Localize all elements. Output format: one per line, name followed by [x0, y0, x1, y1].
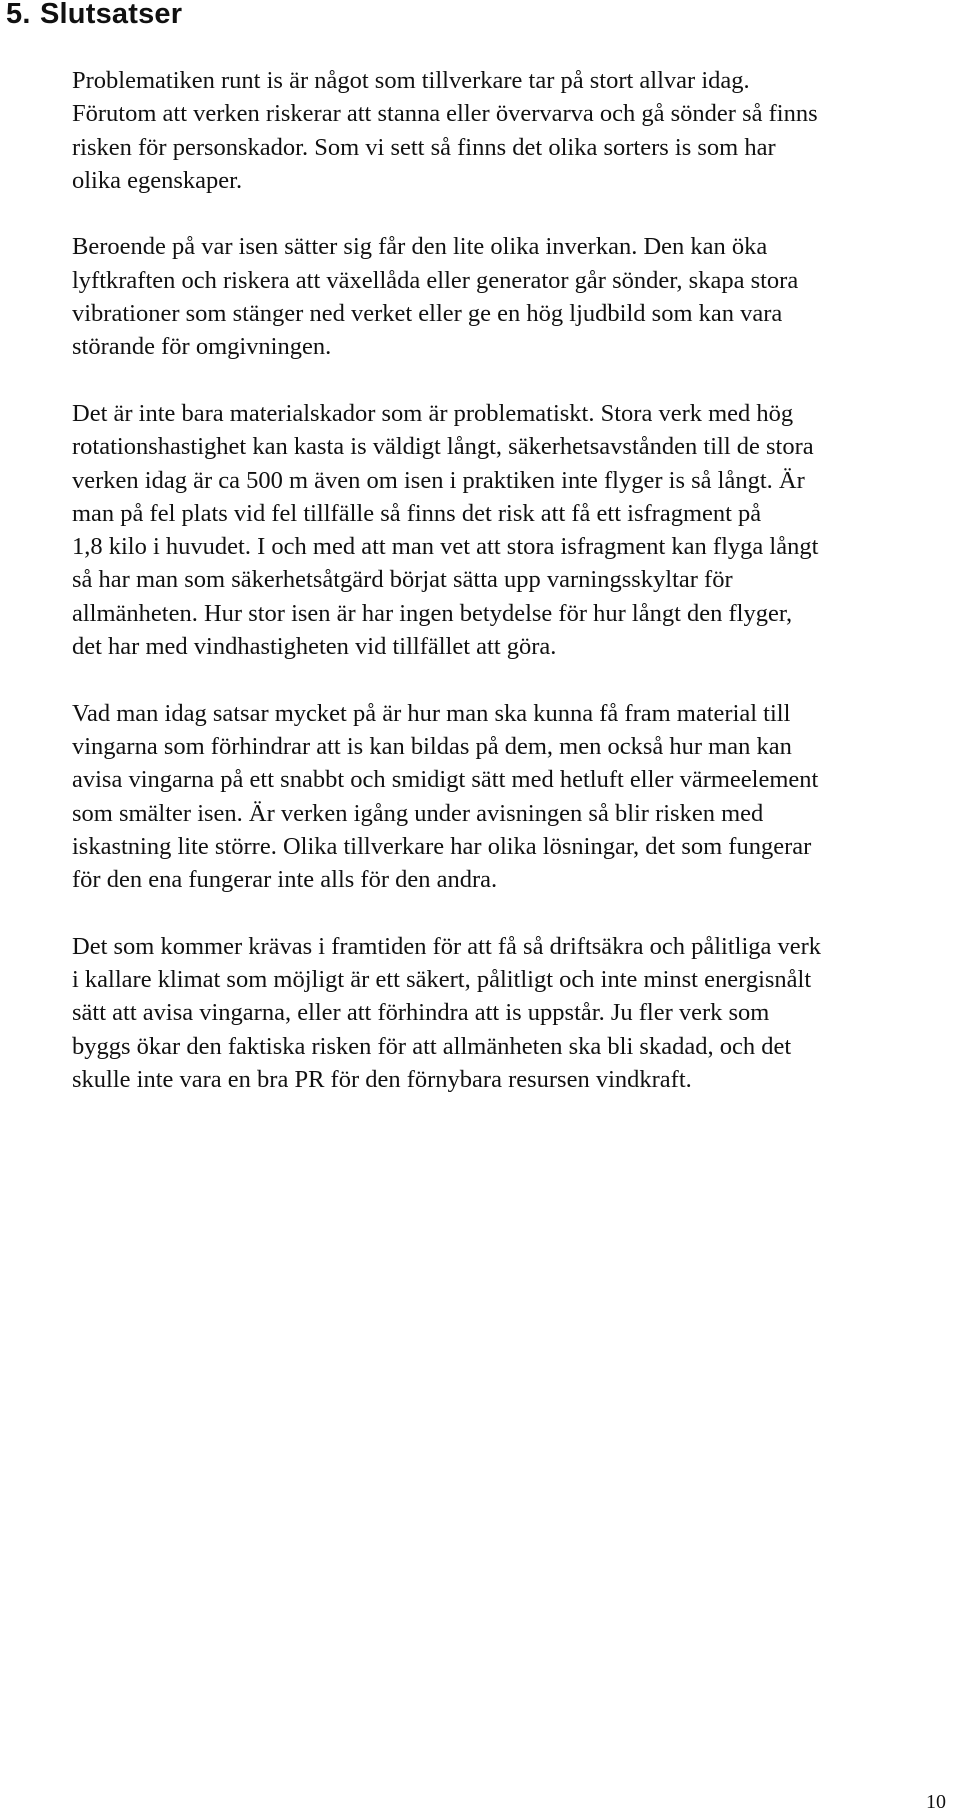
- text-line: 1,8 kilo i huvudet. I och med att man vet att stora isfragment kan flyga långt: [72, 533, 819, 561]
- paragraph: [72, 230, 952, 363]
- text-line: allmänheten. Hur stor isen är har ingen betydelse för hur långt den flyger,: [72, 599, 793, 627]
- text-line: i kallare klimat som möjligt är ett säkert, pålitligt och inte minst energisnålt: [72, 966, 812, 994]
- text-line: avisa vingarna på ett snabbt och smidigt sätt med hetluft eller värmeelement: [72, 766, 819, 794]
- text-line: vingarna som förhindrar att is kan bildas på dem, men också hur man kan: [72, 732, 792, 760]
- page-number: 10: [926, 1791, 946, 1813]
- text-line: iskastning lite större. Olika tillverkare har olika lösningar, det som fungerar: [72, 832, 812, 860]
- text-line: vibrationer som stänger ned verket eller ge en hög ljudbild som kan vara: [72, 300, 783, 328]
- text-line: så har man som säkerhetsåtgärd börjat sätta upp varningsskyltar för: [72, 566, 733, 594]
- text-line: som smälter isen. Är verken igång under avisningen så blir risken med: [72, 799, 764, 827]
- text-line: Det är inte bara materialskador som är problematiskt. Stora verk med hög: [72, 399, 794, 427]
- text-line: risken för personskador. Som vi sett så finns det olika sorters is som har: [72, 133, 776, 161]
- text-line: störande för omgivningen.: [72, 333, 332, 361]
- text-line: Beroende på var isen sätter sig får den lite olika inverkan. Den kan öka: [72, 233, 768, 261]
- text-line: Vad man idag satsar mycket på är hur man ska kunna få fram material till: [72, 699, 791, 727]
- text-line: man på fel plats vid fel tillfälle så finns det risk att få ett isfragment på: [72, 499, 762, 527]
- text-line: skulle inte vara en bra PR för den förnybara resursen vindkraft.: [72, 1065, 692, 1093]
- paragraph: [72, 397, 952, 663]
- section-title: Slutsatser: [40, 0, 183, 30]
- section-heading: [6, 0, 182, 34]
- body-text: [72, 64, 952, 1130]
- text-line: Problematiken runt is är något som tillverkare tar på stort allvar idag.: [72, 67, 750, 94]
- text-line: rotationshastighet kan kasta is väldigt långt, säkerhetsavstånden till de stora: [72, 433, 814, 461]
- text-line: lyftkraften och riskera att växellåda eller generator går sönder, skapa stora: [72, 266, 799, 294]
- paragraph: [72, 930, 952, 1096]
- text-line: olika egenskaper.: [72, 166, 243, 194]
- text-line: det har med vindhastigheten vid tillfället att göra.: [72, 633, 557, 661]
- text-line: för den ena fungerar inte alls för den andra.: [72, 866, 498, 894]
- text-line: verken idag är ca 500 m även om isen i praktiken inte flyger is så långt. Är: [72, 466, 805, 494]
- text-line: byggs ökar den faktiska risken för att allmänheten ska bli skadad, och det: [72, 1032, 792, 1060]
- text-line: sätt att avisa vingarna, eller att förhindra att is uppstår. Ju fler verk som: [72, 999, 770, 1027]
- text-line: Förutom att verken riskerar att stanna eller övervarva och gå sönder så finns: [72, 100, 818, 128]
- section-number: 5.: [6, 0, 31, 30]
- paragraph: [72, 697, 952, 897]
- paragraph: [72, 64, 952, 197]
- text-line: Det som kommer krävas i framtiden för att få så driftsäkra och pålitliga verk: [72, 932, 822, 960]
